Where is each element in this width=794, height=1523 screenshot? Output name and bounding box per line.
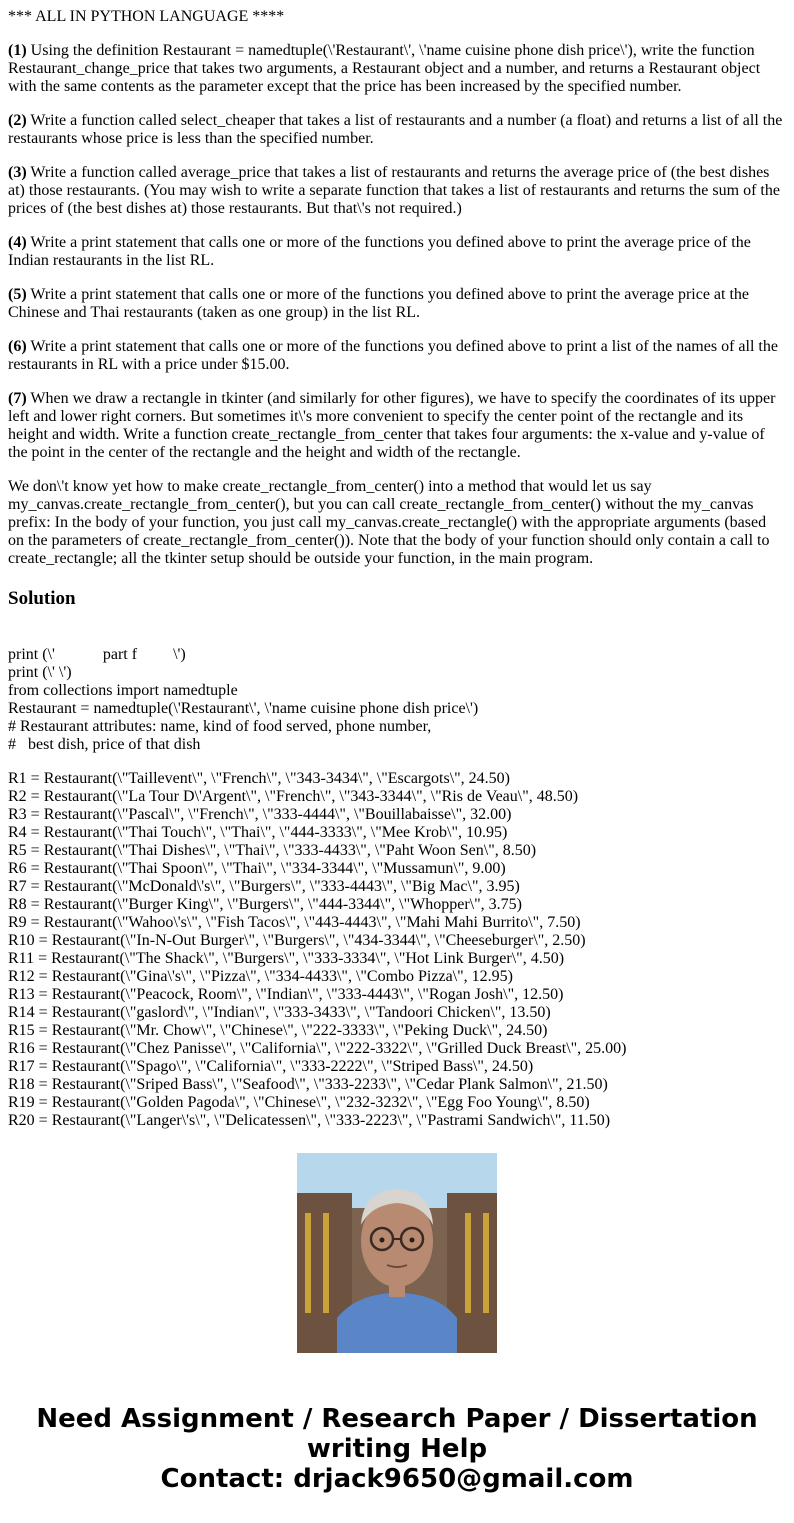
question-list xyxy=(8,42,786,462)
code-line: R13 = Restaurant(\"Peacock, Room\", \"Indian\", \"333-4443\", \"Rogan Josh\", 12.50) xyxy=(8,986,564,1003)
question-text: When we draw a rectangle in tkinter (and similarly for other figures), we have to specify the coordinates of its upper left and lower right corners. But sometimes it\'s more convenient to specify the center point of the rectangle and its height and width. Write a function create_rectangle_from_center that takes four arguments: the x-value and y-value of the point in the center of the rectangle and the height and width of the rectangle. xyxy=(8,390,776,461)
footer-banner xyxy=(0,1404,794,1494)
question-item xyxy=(8,286,786,322)
code-line: R2 = Restaurant(\"La Tour D\'Argent\", \"French\", \"343-3344\", \"Ris de Veau\", 48.50) xyxy=(8,788,579,805)
question-item xyxy=(8,42,786,96)
code-line: Restaurant = namedtuple(\'Restaurant\', \'name cuisine phone dish price\') xyxy=(8,700,479,717)
author-avatar xyxy=(297,1153,497,1353)
question-number: (4) xyxy=(8,234,27,251)
code-line: R7 = Restaurant(\"McDonald\'s\", \"Burgers\", \"333-4443\", \"Big Mac\", 3.95) xyxy=(8,878,520,895)
question-text: Write a function called select_cheaper that takes a list of restaurants and a number (a float) and returns a list of all the restaurants whose price is less than the specified number. xyxy=(8,112,783,147)
author-photo-icon xyxy=(297,1153,497,1353)
question-text: Write a print statement that calls one or more of the functions you defined above to print the average price at the Chinese and Thai restaurants (taken as one group) in the list RL. xyxy=(8,286,750,321)
code-line: R18 = Restaurant(\"Sriped Bass\", \"Seafood\", \"333-2233\", \"Cedar Plank Salmon\", 21.50) xyxy=(8,1076,608,1093)
code-line: R20 = Restaurant(\"Langer\'s\", \"Delicatessen\", \"333-2223\", \"Pastrami Sandwich\", 11.50) xyxy=(8,1112,611,1129)
code-line: R3 = Restaurant(\"Pascal\", \"French\", \"333-4444\", \"Bouillabaisse\", 32.00) xyxy=(8,806,512,823)
code-line: # best dish, price of that dish xyxy=(8,736,201,753)
code-line: # Restaurant attributes: name, kind of food served, phone number, xyxy=(8,718,432,735)
footer-line: writing Help xyxy=(306,1434,488,1464)
question-number: (6) xyxy=(8,338,27,355)
question-number: (7) xyxy=(8,390,27,407)
footer-line: Need Assignment / Research Paper / Dissertation xyxy=(36,1404,758,1434)
code-line: R19 = Restaurant(\"Golden Pagoda\", \"Chinese\", \"232-3232\", \"Egg Foo Young\", 8.50) xyxy=(8,1094,590,1111)
question-item xyxy=(8,234,786,270)
code-line: R15 = Restaurant(\"Mr. Chow\", \"Chinese\", \"222-3333\", \"Peking Duck\", 24.50) xyxy=(8,1022,548,1039)
question-text: Write a print statement that calls one or more of the functions you defined above to print the average price of the Indian restaurants in the list RL. xyxy=(8,234,751,269)
code-line: print (\' \') xyxy=(8,664,72,681)
code-line: R12 = Restaurant(\"Gina\'s\", \"Pizza\", \"334-4433\", \"Combo Pizza\", 12.95) xyxy=(8,968,513,985)
solution-code xyxy=(8,646,786,1129)
question-number: (1) xyxy=(8,42,27,59)
page-header: *** ALL IN PYTHON LANGUAGE **** xyxy=(8,8,285,25)
question-item xyxy=(8,112,786,148)
question-item xyxy=(8,390,786,462)
code-line: R1 = Restaurant(\"Taillevent\", \"French\", \"343-3434\", \"Escargots\", 24.50) xyxy=(8,770,510,787)
question-number: (5) xyxy=(8,286,27,303)
question-number: (3) xyxy=(8,164,27,181)
question-item xyxy=(8,338,786,374)
question-text: Using the definition Restaurant = namedtuple(\'Restaurant\', \'name cuisine phone dish price\'), write the function Restaurant_change_price that takes two arguments, a Restaurant object and a number, and returns a Restaurant object with the same contents as the parameter except that the price has been increased by the specified number. xyxy=(8,42,761,95)
code-line: R5 = Restaurant(\"Thai Dishes\", \"Thai\", \"333-4433\", \"Paht Woon Sen\", 8.50) xyxy=(8,842,537,859)
footer-contact: Contact: drjack9650@gmail.com xyxy=(160,1464,634,1494)
code-line: from collections import namedtuple xyxy=(8,682,238,699)
code-line: R17 = Restaurant(\"Spago\", \"California\", \"333-2222\", \"Striped Bass\", 24.50) xyxy=(8,1058,534,1075)
code-line: R8 = Restaurant(\"Burger King\", \"Burgers\", \"444-3344\", \"Whopper\", 3.75) xyxy=(8,896,522,913)
question-text: Write a function called average_price that takes a list of restaurants and returns the average price of (the best dishes at) those restaurants. (You may wish to write a separate function that takes a list of restaurants and returns the sum of the prices of (the best dishes at) those restaurants. But that\'s not required.) xyxy=(8,164,780,217)
question-note: We don\'t know yet how to make create_rectangle_from_center() into a method that would let us say my_canvas.create_rectangle_from_center(), but you can call create_rectangle_from_center() without the my_canvas prefix: In the body of your function, you just call my_canvas.create_rectangle() with the appropriate arguments (based on the parameters of create_rectangle_from_center()). Note that the body of your function should only contain a call to create_rectangle; all the tkinter setup should be outside your function, in the main program. xyxy=(8,478,770,567)
solution-heading: Solution xyxy=(8,588,76,609)
question-number: (2) xyxy=(8,112,27,129)
code-line: R6 = Restaurant(\"Thai Spoon\", \"Thai\", \"334-3344\", \"Mussamun\", 9.00) xyxy=(8,860,506,877)
code-line: R9 = Restaurant(\"Wahoo\'s\", \"Fish Tacos\", \"443-4443\", \"Mahi Mahi Burrito\", 7.50) xyxy=(8,914,581,931)
code-line: R14 = Restaurant(\"gaslord\", \"Indian\", \"333-3433\", \"Tandoori Chicken\", 13.50) xyxy=(8,1004,551,1021)
code-line: R16 = Restaurant(\"Chez Panisse\", \"California\", \"222-3322\", \"Grilled Duck Breast\", 25.00) xyxy=(8,1040,627,1057)
code-line: R11 = Restaurant(\"The Shack\", \"Burgers\", \"333-3334\", \"Hot Link Burger\", 4.50) xyxy=(8,950,565,967)
code-line: R4 = Restaurant(\"Thai Touch\", \"Thai\", \"444-3333\", \"Mee Krob\", 10.95) xyxy=(8,824,508,841)
question-text: Write a print statement that calls one or more of the functions you defined above to print a list of the names of all the restaurants in RL with a price under $15.00. xyxy=(8,338,778,373)
code-line: R10 = Restaurant(\"In-N-Out Burger\", \"Burgers\", \"434-3344\", \"Cheeseburger\", 2.50) xyxy=(8,932,586,949)
question-item xyxy=(8,164,786,218)
code-line: print (\' part f \') xyxy=(8,646,186,663)
